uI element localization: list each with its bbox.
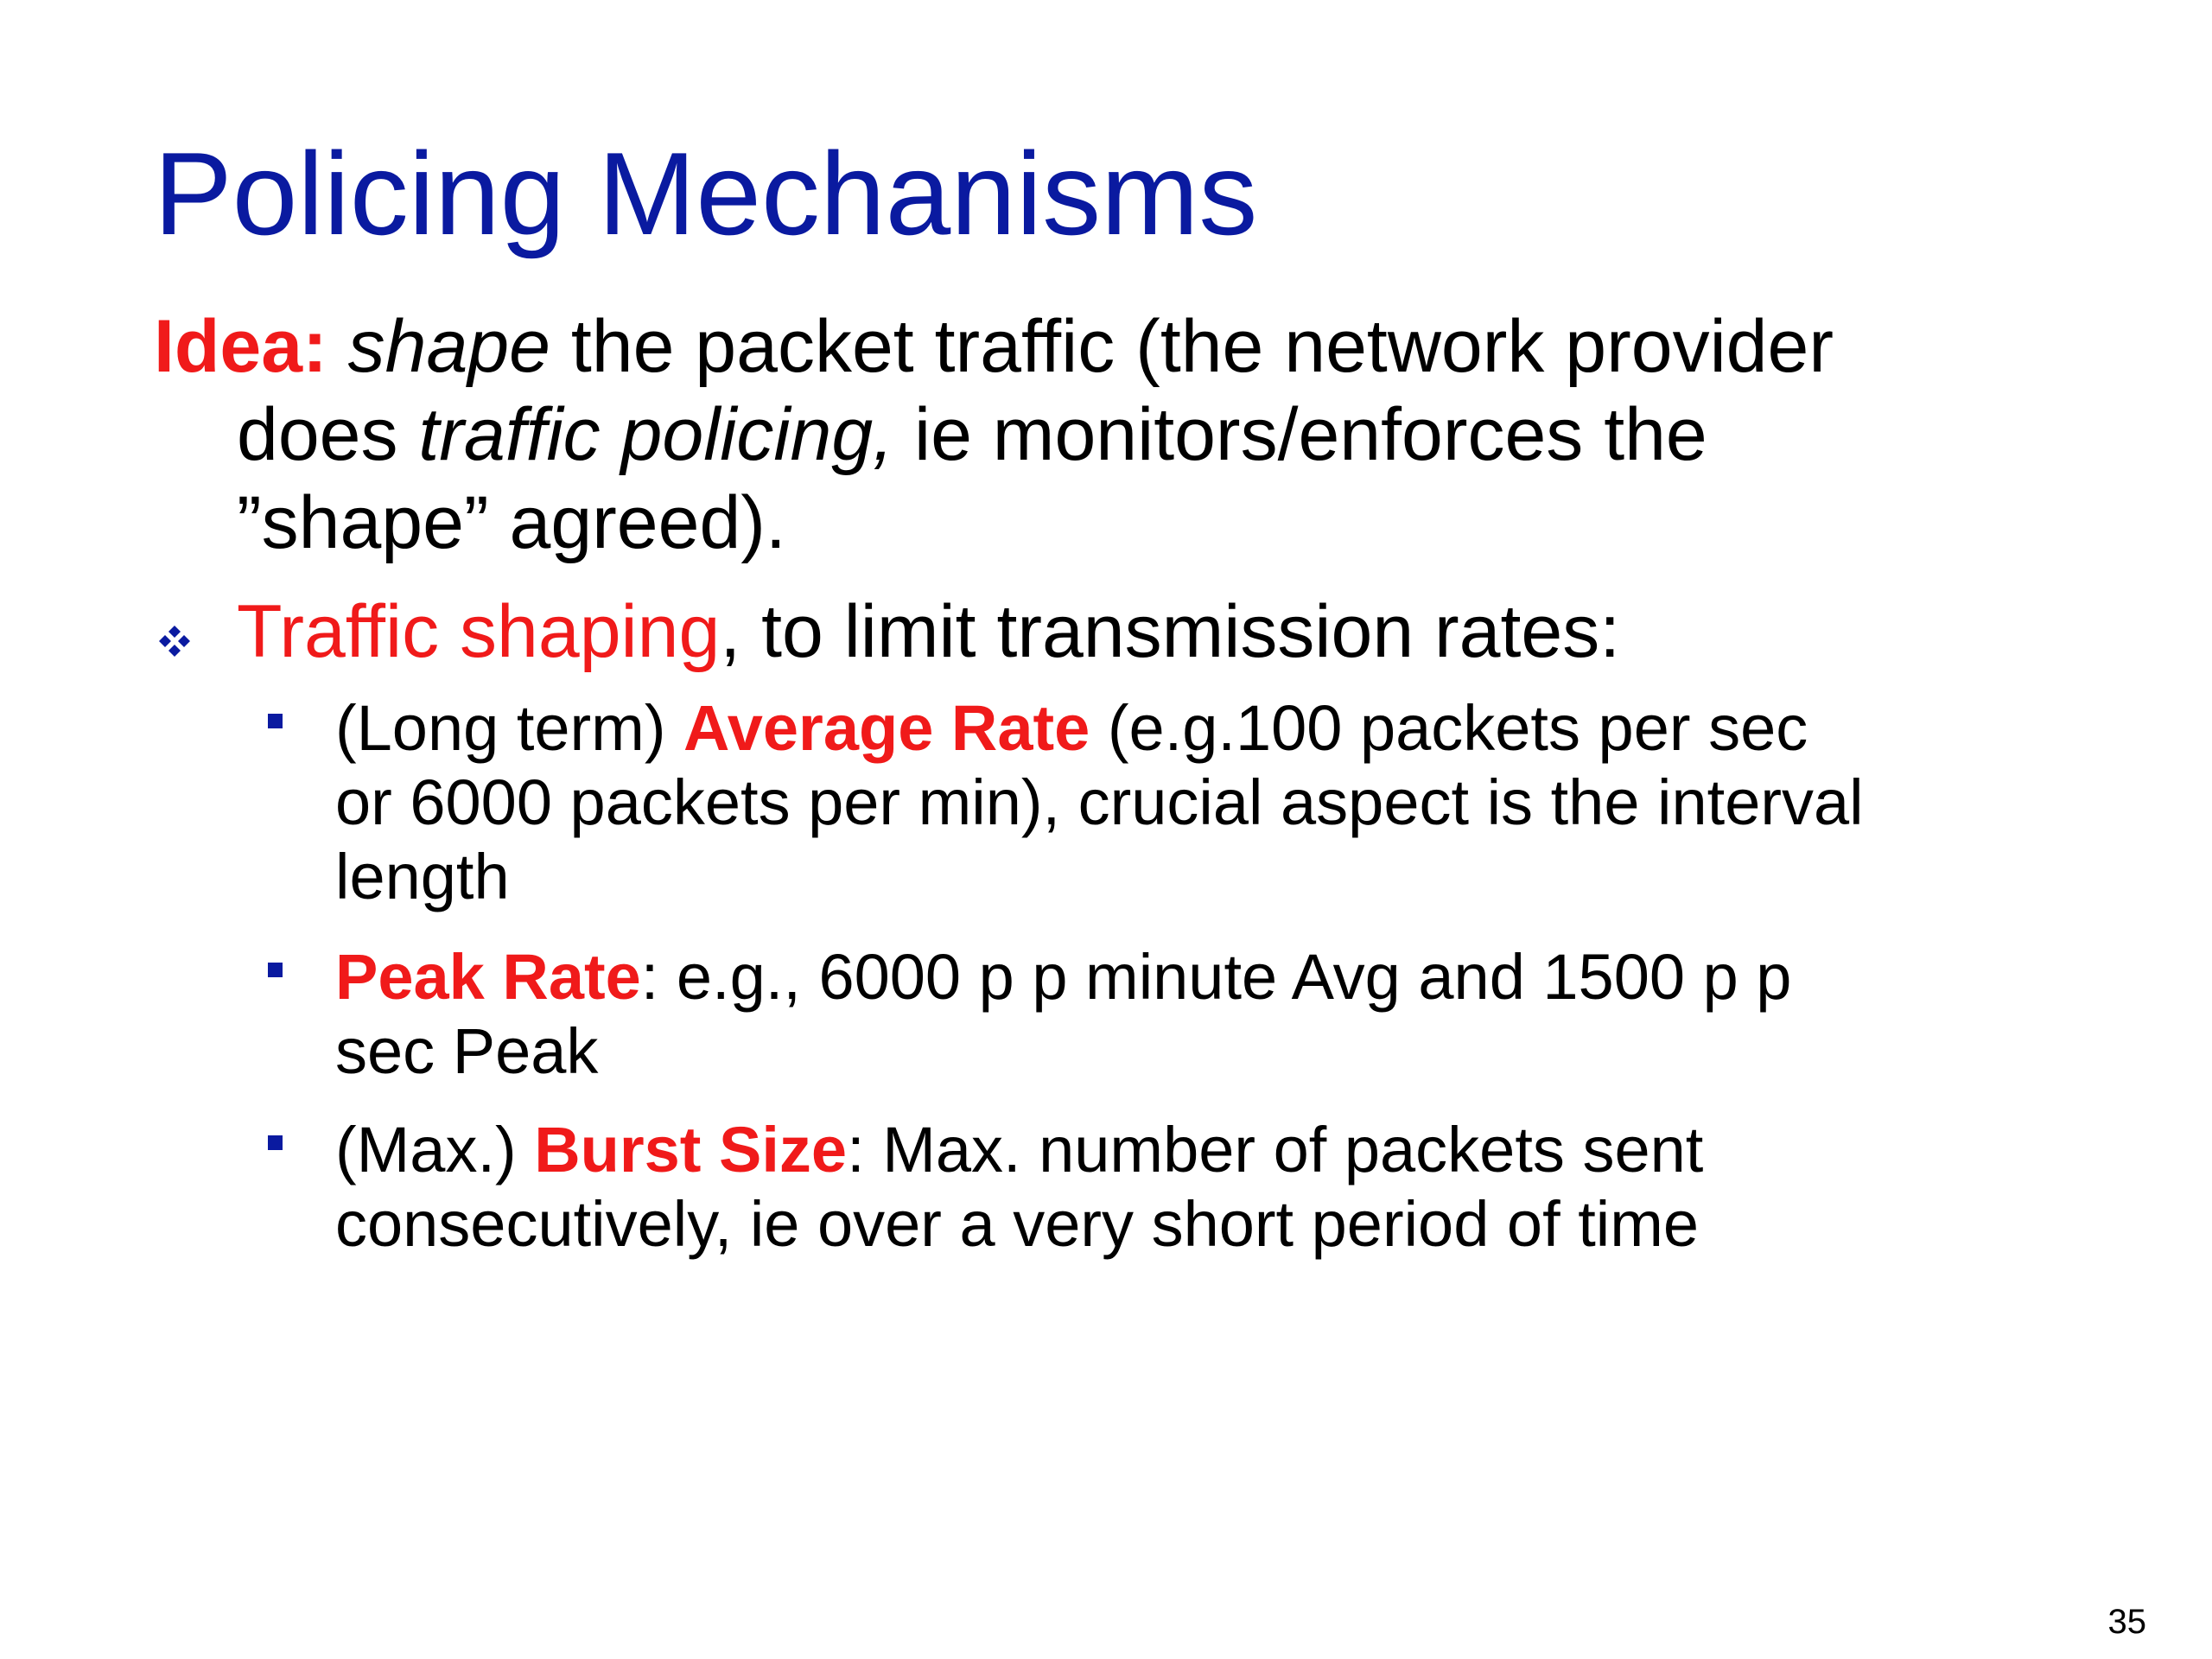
subitem-line1-rest: : e.g., 6000 p p minute Avg and 1500 p p — [640, 941, 1792, 1013]
idea-label: Idea: — [154, 305, 327, 388]
idea-line-1 — [154, 302, 2124, 391]
peak-rate-highlight: Peak Rate — [335, 941, 641, 1013]
square-bullet-icon — [268, 1135, 283, 1150]
burst-size-highlight: Burst Size — [534, 1114, 848, 1185]
idea-text-2-pre: does — [237, 393, 419, 476]
idea-paragraph — [154, 302, 2124, 567]
subitem-average-rate — [268, 691, 1864, 914]
subitem-burst-size — [268, 1113, 1703, 1262]
idea-text-1: the packet traffic (the network provider — [550, 305, 1834, 388]
subitem-prefix: (Long term) — [335, 692, 684, 764]
page-number: 35 — [2107, 1603, 2146, 1641]
subitem-line-2: sec Peak — [335, 1015, 599, 1087]
subitem-prefix: (Max.) — [335, 1114, 535, 1185]
subitem-line-1 — [335, 1113, 1703, 1187]
square-bullet-icon — [268, 963, 283, 977]
square-bullet-icon — [268, 714, 283, 728]
subitem-line-2: consecutively, ie over a very short period of time — [335, 1188, 1699, 1260]
slide-title: Policing Mechanisms — [154, 128, 1258, 259]
traffic-shaping-highlight: Traffic shaping — [237, 590, 721, 673]
subitem-body — [335, 940, 1791, 1089]
subitem-line1-rest: : Max. number of packets sent — [847, 1114, 1704, 1185]
subitem-line-3: length — [335, 841, 510, 912]
subitem-line-1 — [335, 691, 1864, 766]
idea-line-3: ”shape” agreed). — [237, 481, 786, 564]
idea-line-2 — [154, 391, 2124, 479]
idea-text-2-post: ie monitors/enforces the — [893, 393, 1707, 476]
idea-shape-word: shape — [347, 305, 550, 388]
subitem-body — [335, 691, 1864, 914]
idea-policing-word: traffic policing, — [418, 393, 894, 476]
four-diamond-bullet-icon — [156, 622, 194, 660]
subitem-peak-rate — [268, 940, 1791, 1089]
subitem-line-1 — [335, 940, 1791, 1014]
subitem-line1-rest: (e.g.100 packets per sec — [1090, 692, 1808, 764]
subitem-body — [335, 1113, 1703, 1262]
bullet-text — [237, 590, 1620, 673]
traffic-shaping-rest: , to limit transmission rates: — [720, 590, 1621, 673]
average-rate-highlight: Average Rate — [683, 692, 1090, 764]
traffic-shaping-bullet — [154, 588, 1620, 676]
subitem-line-2: or 6000 packets per min), crucial aspect is the interval — [335, 766, 1864, 838]
